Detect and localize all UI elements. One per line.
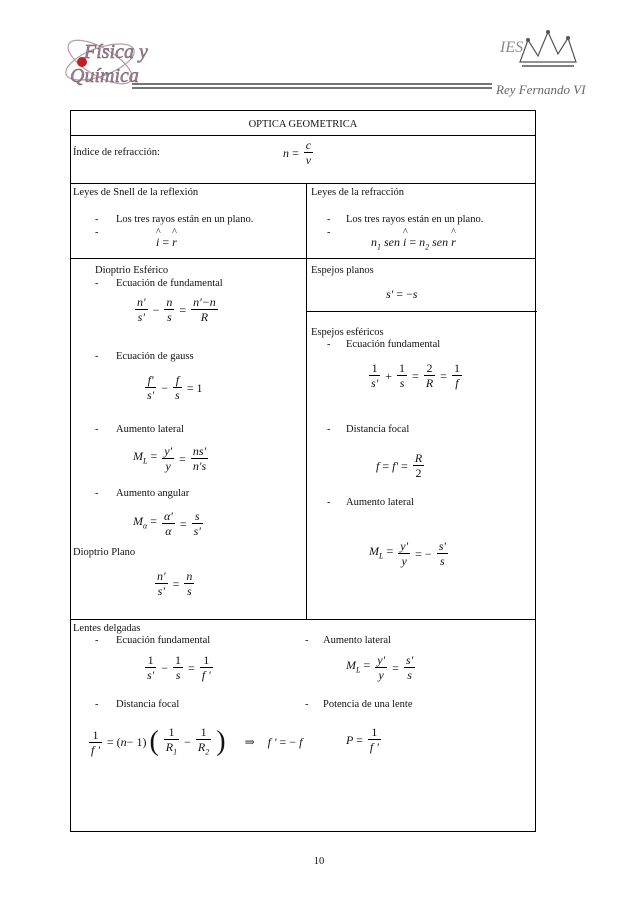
lens-lateral-formula: $M_L$ = $\frac{y'}{y}$ = $\frac{s'}{s}$: [346, 653, 414, 682]
mirror-focal-label: Distancia focal: [346, 424, 410, 435]
flat-dioptre-title: Dioptrio Plano: [73, 547, 136, 558]
dioptre-lateral-formula: $M_L$ = $\frac{y'}{y}$ = $\frac{ns'}{n's}$: [133, 444, 207, 473]
dioptre-lateral-label: Aumento lateral: [116, 424, 184, 435]
ies-crown-logo: [495, 30, 586, 97]
dioptre-gauss-label: Ecuación de gauss: [116, 351, 194, 362]
snell-reflection-item: Los tres rayos están en un plano.: [116, 214, 254, 225]
dioptre-fundamental-formula: $\frac{n'}{s'}$ − $\frac{n}{s}$ = $\frac{n'-n}{R}$: [137, 295, 216, 324]
flat-dioptre-formula: $\frac{n'}{s'}$ = $\frac{n}{s}$: [157, 569, 193, 598]
refraction-laws-title: Leyes de la refracción: [311, 187, 404, 198]
optics-formula-table: OPTICA GEOMETRICA Índice de refracción: n = $\frac{c}{v}$ Leyes de Snell de la reflexión - Los tres rayos están en un plano. - ^ i = ^ r Leyes de la refracción - Los tres rayos están en un plano. - $n_1$ sen ^ $i = n_2$ sen ^ r Dioptrio Esférico - Ecuación de fundamental $\frac{n'}{s'}$ − $\frac{n}{s}$ = $\frac{n'-n}{R}$ - Ecuación de gauss $\frac{f'}{s'}$ − $\frac{f}{s}$ = 1 - Aumento lateral $M_L$ = $\frac{y'}{y}$ = $\frac{ns'}{n's}$ - Aumento angular $M_\alpha$ = $\frac{\alpha'}{\alpha}$ = $\frac{s}{s'}$ Dioptrio Plano $\frac{n'}{s'}$ = $\frac{n}{s}$ Espejos planos s' = −s Espejos esféricos - Ecuación fundamental $\frac{1}{s'}$ + $\frac{1}{s}$ = $\frac{2}{R}$ = $\frac{1}{f}$ - Distancia focal f = f' = $\frac{R}{2}$ - Aumento lateral $M_L$ = $\frac{y'}{y}$ = − $\frac{s'}{s}$ Lentes delgadas - Ecuación fundamental $\frac{1}{s'}$ − $\frac{1}{s}$ = $\frac{1}{f '}$ - Aumento lateral $M_L$ = $\frac{y'}{y}$ = $\frac{s'}{s}$ - Distancia focal - Potencia de una lente $\frac{1}{f '}$ = (n− 1) ( $\frac{1}{R_1}$ − $\frac{1}{R_2}$ ) ⇒ f ' = − f P = $\frac{1}{f '}$: [70, 110, 536, 832]
svg-text:Rey Fernando VI: Rey Fernando VI: [496, 82, 586, 97]
lens-fundamental-formula: $\frac{1}{s'}$ − $\frac{1}{s}$ = $\frac{1}{f '}$: [147, 653, 211, 682]
snell-refraction-formula: $n_1$ sen ^ $i = n_2$ sen ^ r: [371, 235, 456, 254]
refraction-index-label: Índice de refracción:: [73, 147, 160, 158]
physics-chemistry-logo: [61, 32, 148, 92]
dioptre-angular-formula: $M_\alpha$ = $\frac{\alpha'}{\alpha}$ = $\frac{s}{s'}$: [133, 509, 201, 538]
dioptre-angular-label: Aumento angular: [116, 488, 190, 499]
lens-lateral-label: Aumento lateral: [323, 635, 391, 646]
spherical-mirrors-title: Espejos esféricos: [311, 327, 384, 338]
dioptre-fundamental-label: Ecuación de fundamental: [116, 278, 223, 289]
lens-focal-label: Distancia focal: [116, 699, 180, 710]
mirror-lateral-formula: $M_L$ = $\frac{y'}{y}$ = − $\frac{s'}{s}$: [369, 539, 446, 568]
lens-fundamental-label: Ecuación fundamental: [116, 635, 211, 646]
page-number: 10: [313, 856, 325, 867]
svg-text:Química: Química: [70, 65, 139, 87]
svg-text:Física y: Física y: [84, 41, 148, 63]
header-graphic: [0, 0, 638, 110]
mirror-focal-formula: f = f' = $\frac{R}{2}$: [376, 451, 423, 480]
refraction-laws-item: Los tres rayos están en un plano.: [346, 214, 484, 225]
page-header: [0, 0, 638, 110]
mirror-fundamental-label: Ecuación fundamental: [346, 339, 441, 350]
lensmaker-formula: $\frac{1}{f '}$ = (n− 1) ( $\frac{1}{R_1}$ − $\frac{1}{R_2}$ ) ⇒ f ' = − f: [87, 725, 302, 759]
dioptre-gauss-formula: $\frac{f'}{s'}$ − $\frac{f}{s}$ = 1: [147, 373, 203, 402]
refraction-index-formula: n = $\frac{c}{v}$: [283, 138, 312, 167]
mirror-lateral-label: Aumento lateral: [346, 497, 414, 508]
flat-mirrors-title: Espejos planos: [311, 265, 374, 276]
thin-lenses-title: Lentes delgadas: [73, 623, 141, 634]
lens-power-label: Potencia de una lente: [323, 699, 413, 710]
svg-text:IES: IES: [500, 39, 524, 56]
snell-reflection-title: Leyes de Snell de la reflexión: [73, 187, 199, 198]
mirror-fundamental-formula: $\frac{1}{s'}$ + $\frac{1}{s}$ = $\frac{2}{R}$ = $\frac{1}{f}$: [371, 361, 460, 390]
lens-power-formula: P = $\frac{1}{f '}$: [346, 725, 379, 754]
spherical-dioptre-title: Dioptrio Esférico: [95, 265, 169, 276]
table-title: OPTICA GEOMETRICA: [248, 119, 358, 130]
flat-mirror-formula: s' = −s: [386, 287, 418, 301]
reflection-law-formula: ^ i = ^ r: [156, 235, 177, 249]
